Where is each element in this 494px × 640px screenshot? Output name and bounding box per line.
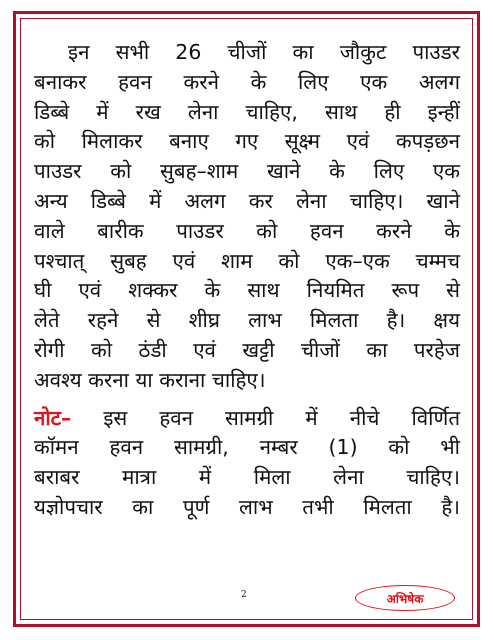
note-first-line: [34, 404, 460, 434]
paragraph-line: अवश्य करना या कराना चाहिए।: [34, 367, 266, 392]
page-content: [34, 38, 460, 523]
paragraph-line: इन सभी 26 चीजों का जौकुट पाउडर: [68, 40, 460, 64]
paragraph-line: पाउडर को सुबह–शाम खाने के लिए एक: [34, 159, 460, 184]
note-line: बराबर मात्रा में मिला लेना चाहिए।: [34, 465, 460, 490]
author-badge: [355, 585, 455, 611]
paragraph-line: बनाकर हवन करने के लिए एक अलग: [34, 69, 460, 94]
paragraph-line: घी एवं शक्कर के साथ नियमित रूप से: [34, 278, 460, 303]
main-paragraph: [34, 38, 460, 396]
note-line: यज्ञोपचार का पूर्ण लाभ तभी मिलता है।: [34, 494, 460, 519]
paragraph-line: पश्चात् सुबह एवं शाम को एक–एक चम्मच: [34, 248, 460, 273]
page-number: 2: [241, 590, 247, 600]
paragraph-line: अन्य डिब्बे में अलग कर लेना चाहिए। खाने: [34, 188, 460, 213]
note-spacer: [34, 396, 460, 404]
paragraph-line: को मिलाकर बनाए गए सूक्ष्म एवं कपड़छन: [34, 129, 460, 154]
note-line: इस हवन सामग्री में नीचे विर्णित: [71, 405, 460, 430]
paragraph-line: रोगी को ठंडी एवं खट्टी चीजों का परहेज: [34, 337, 460, 362]
paragraph-line: लेते रहने से शीघ्र लाभ मिलता है। क्षय: [34, 308, 460, 333]
paragraph-line: डिब्बे में रख लेना चाहिए, साथ ही इन्हीं: [34, 99, 460, 124]
note-paragraph: [34, 404, 460, 523]
author-badge-text: अभिषेक: [386, 591, 424, 606]
note-line: कॉमन हवन सामग्री, नम्बर (1) को भी: [34, 435, 460, 460]
paragraph-line: वाले बारीक पाउडर को हवन करने के: [34, 218, 460, 243]
note-label: नोट–: [34, 405, 72, 430]
